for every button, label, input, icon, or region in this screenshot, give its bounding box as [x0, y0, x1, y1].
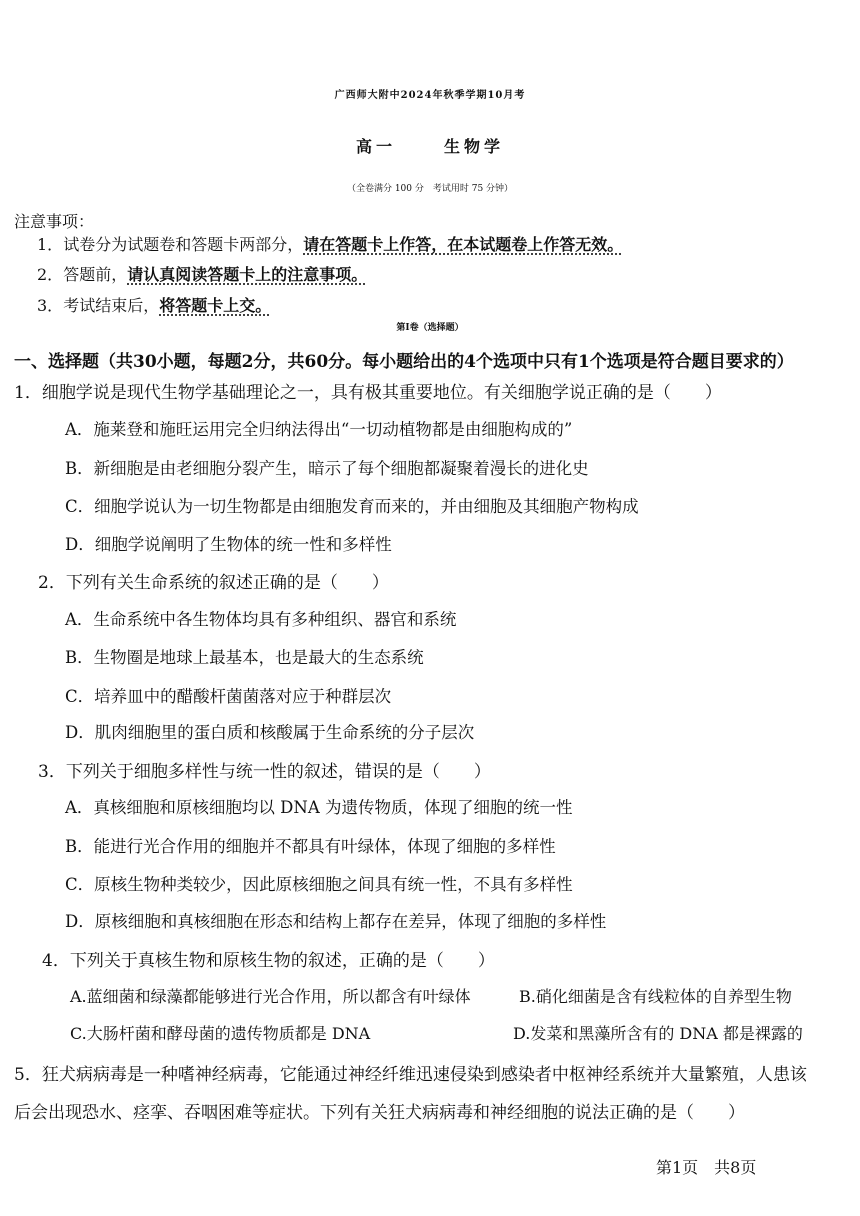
question-2-option-c: C．培养皿中的醋酸杆菌菌落对应于种群层次 [65, 687, 392, 706]
question-4-option-a: A.蓝细菌和绿藻都能够进行光合作用，所以都含有叶绿体 [70, 987, 471, 1006]
question-1-option-a: A．施莱登和施旺运用完全归纳法得出“一切动植物都是由细胞构成的” [65, 420, 573, 439]
question-4-stem: 4．下列关于真核生物和原核生物的叙述，正确的是（ ） [42, 951, 495, 971]
question-4-option-c: C.大肠杆菌和酵母菌的遗传物质都是 DNA [70, 1024, 371, 1043]
question-2-option-a: A．生命系统中各生物体均具有多种组织、器官和系统 [65, 610, 457, 629]
notice-item-3: 3．考试结束后，将答题卡上交。 [37, 296, 272, 315]
question-2-stem: 2．下列有关生命系统的叙述正确的是（ ） [38, 573, 389, 593]
page-number: 第1页 共8页 [656, 1158, 757, 1177]
question-5-stem-line1: 5．狂犬病病毒是一种嗜神经病毒，它能通过神经纤维迅速侵染到感染者中枢神经系统并大量繁殖，人患该 [14, 1065, 807, 1085]
question-1-option-c: C．细胞学说认为一切生物都是由细胞发育而来的，并由细胞及其细胞产物构成 [65, 497, 639, 516]
notice-item-1: 1．试卷分为试题卷和答题卡两部分，请在答题卡上作答，在本试题卷上作答无效。 [37, 235, 624, 254]
grade-label: 高一 [355, 137, 396, 156]
question-3-option-d: D．原核细胞和真核细胞在形态和结构上都存在差异，体现了细胞的多样性 [65, 912, 607, 931]
question-4-option-d: D.发菜和黑藻所含有的 DNA 都是裸露的 [513, 1024, 803, 1043]
question-2-option-d: D．肌肉细胞里的蛋白质和核酸属于生命系统的分子层次 [65, 723, 475, 742]
question-3-option-c: C．原核生物种类较少，因此原核细胞之间具有统一性，不具有多样性 [65, 875, 573, 894]
question-3-stem: 3．下列关于细胞多样性与统一性的叙述，错误的是（ ） [38, 762, 491, 782]
question-5-stem-line2: 后会出现恐水、痉挛、吞咽困难等症状。下列有关狂犬病病毒和神经细胞的说法正确的是（ ） [14, 1103, 745, 1123]
question-2-option-b: B．生物圈是地球上最基本，也是最大的生态系统 [65, 648, 424, 667]
question-3-option-b: B．能进行光合作用的细胞并不都具有叶绿体，体现了细胞的多样性 [65, 837, 556, 856]
question-3-option-a: A．真核细胞和原核细胞均以 DNA 为遗传物质，体现了细胞的统一性 [65, 798, 573, 817]
school-title: 广西师大附中2024年秋季学期10月考 [334, 90, 526, 101]
section-title: 一、选择题（共30小题，每题2分，共60分。每小题给出的4个选项中只有1个选项是符合题目要求的） [14, 352, 794, 372]
part-title: 第Ⅰ卷（选择题） [396, 323, 464, 333]
question-1-option-d: D．细胞学说阐明了生物体的统一性和多样性 [65, 535, 392, 554]
notice-item-2: 2．答题前，请认真阅读答题卡上的注意事项。 [37, 265, 368, 284]
question-1-stem: 1．细胞学说是现代生物学基础理论之一，具有极其重要地位。有关细胞学说正确的是（ ） [14, 383, 722, 403]
notice-title: 注意事项： [14, 212, 95, 231]
question-4-option-b: B.硝化细菌是含有线粒体的自养型生物 [519, 987, 792, 1006]
subject-label: 生物学 [444, 137, 505, 156]
exam-info: （全卷满分 100 分 考试用时 75 分钟） [346, 184, 514, 194]
question-1-option-b: B．新细胞是由老细胞分裂产生，暗示了每个细胞都凝聚着漫长的进化史 [65, 459, 589, 478]
subject-title [0, 134, 860, 157]
